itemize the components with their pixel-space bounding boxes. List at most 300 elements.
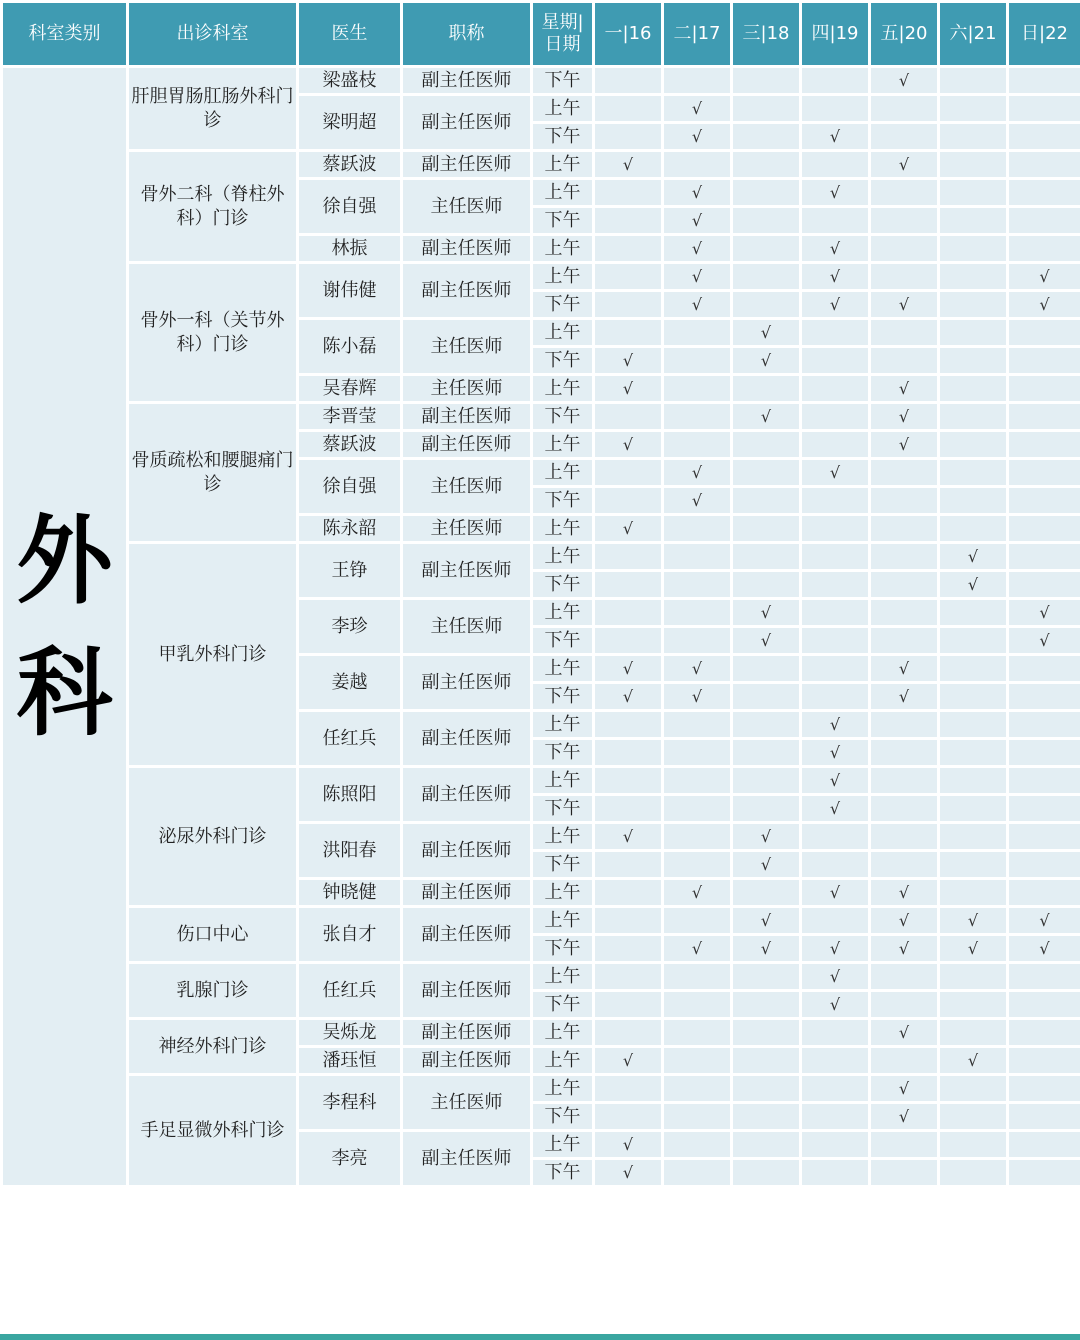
empty-day-cell	[732, 711, 801, 739]
check-mark-cell: √	[870, 1019, 939, 1047]
doctor-name-cell: 李珍	[298, 599, 402, 655]
empty-day-cell	[870, 795, 939, 823]
empty-day-cell	[663, 571, 732, 599]
session-period-cell: 上午	[532, 515, 594, 543]
empty-day-cell	[870, 1159, 939, 1187]
empty-day-cell	[801, 1075, 870, 1103]
session-period-cell: 下午	[532, 291, 594, 319]
empty-day-cell	[870, 823, 939, 851]
empty-day-cell	[594, 291, 663, 319]
empty-day-cell	[594, 851, 663, 879]
empty-day-cell	[663, 1131, 732, 1159]
empty-day-cell	[1008, 1047, 1080, 1075]
doctor-title-cell: 副主任医师	[402, 235, 532, 263]
doctor-title-cell: 主任医师	[402, 459, 532, 515]
check-mark-cell: √	[870, 1103, 939, 1131]
session-period-cell: 上午	[532, 823, 594, 851]
session-period-cell: 上午	[532, 963, 594, 991]
empty-day-cell	[732, 431, 801, 459]
empty-day-cell	[939, 599, 1008, 627]
session-period-cell: 上午	[532, 543, 594, 571]
empty-day-cell	[732, 179, 801, 207]
check-mark-cell: √	[939, 907, 1008, 935]
empty-day-cell	[1008, 823, 1080, 851]
empty-day-cell	[663, 851, 732, 879]
check-mark-cell: √	[801, 179, 870, 207]
empty-day-cell	[1008, 543, 1080, 571]
session-period-cell: 上午	[532, 95, 594, 123]
empty-day-cell	[663, 431, 732, 459]
empty-day-cell	[801, 655, 870, 683]
empty-day-cell	[870, 739, 939, 767]
department-cell: 手足显微外科门诊	[128, 1075, 298, 1187]
empty-day-cell	[801, 683, 870, 711]
empty-day-cell	[663, 1159, 732, 1187]
session-period-cell: 下午	[532, 851, 594, 879]
empty-day-cell	[870, 347, 939, 375]
empty-day-cell	[1008, 963, 1080, 991]
session-period-cell: 上午	[532, 1019, 594, 1047]
doctor-title-cell: 主任医师	[402, 375, 532, 403]
empty-day-cell	[594, 403, 663, 431]
empty-day-cell	[594, 543, 663, 571]
empty-day-cell	[939, 879, 1008, 907]
empty-day-cell	[1008, 795, 1080, 823]
check-mark-cell: √	[801, 263, 870, 291]
empty-day-cell	[594, 487, 663, 515]
check-mark-cell: √	[732, 627, 801, 655]
empty-day-cell	[870, 991, 939, 1019]
department-cell: 肝胆胃肠肛肠外科门诊	[128, 67, 298, 151]
check-mark-cell: √	[594, 375, 663, 403]
doctor-name-cell: 陈照阳	[298, 767, 402, 823]
empty-day-cell	[939, 739, 1008, 767]
header-day-fri: 五|20	[870, 2, 939, 67]
empty-day-cell	[663, 1075, 732, 1103]
session-period-cell: 下午	[532, 1103, 594, 1131]
session-period-cell: 上午	[532, 711, 594, 739]
check-mark-cell: √	[663, 95, 732, 123]
empty-day-cell	[732, 683, 801, 711]
empty-day-cell	[663, 739, 732, 767]
doctor-name-cell: 谢伟健	[298, 263, 402, 319]
check-mark-cell: √	[663, 291, 732, 319]
header-day-wed: 三|18	[732, 2, 801, 67]
empty-day-cell	[939, 711, 1008, 739]
empty-day-cell	[732, 67, 801, 95]
doctor-name-cell: 吴春辉	[298, 375, 402, 403]
empty-day-cell	[594, 879, 663, 907]
session-period-cell: 上午	[532, 907, 594, 935]
check-mark-cell: √	[801, 739, 870, 767]
empty-day-cell	[594, 795, 663, 823]
empty-day-cell	[939, 123, 1008, 151]
empty-day-cell	[732, 207, 801, 235]
empty-day-cell	[1008, 1131, 1080, 1159]
session-period-cell: 下午	[532, 627, 594, 655]
empty-day-cell	[663, 1047, 732, 1075]
table-row	[2, 403, 1080, 431]
doctor-name-cell: 任红兵	[298, 711, 402, 767]
check-mark-cell: √	[801, 123, 870, 151]
empty-day-cell	[870, 207, 939, 235]
empty-day-cell	[732, 655, 801, 683]
empty-day-cell	[1008, 655, 1080, 683]
empty-day-cell	[663, 767, 732, 795]
empty-day-cell	[939, 403, 1008, 431]
empty-day-cell	[1008, 1019, 1080, 1047]
empty-day-cell	[939, 487, 1008, 515]
empty-day-cell	[663, 1019, 732, 1047]
empty-day-cell	[663, 963, 732, 991]
empty-day-cell	[939, 1103, 1008, 1131]
check-mark-cell: √	[801, 711, 870, 739]
session-period-cell: 上午	[532, 1131, 594, 1159]
empty-day-cell	[663, 375, 732, 403]
empty-day-cell	[663, 823, 732, 851]
empty-day-cell	[594, 1103, 663, 1131]
check-mark-cell: √	[870, 655, 939, 683]
empty-day-cell	[594, 767, 663, 795]
empty-day-cell	[870, 179, 939, 207]
doctor-title-cell: 副主任医师	[402, 963, 532, 1019]
empty-day-cell	[939, 655, 1008, 683]
empty-day-cell	[870, 1047, 939, 1075]
table-row	[2, 67, 1080, 95]
check-mark-cell: √	[663, 123, 732, 151]
check-mark-cell: √	[870, 151, 939, 179]
empty-day-cell	[732, 1131, 801, 1159]
department-cell: 泌尿外科门诊	[128, 767, 298, 907]
check-mark-cell: √	[1008, 263, 1080, 291]
check-mark-cell: √	[663, 655, 732, 683]
empty-day-cell	[1008, 319, 1080, 347]
empty-day-cell	[801, 571, 870, 599]
empty-day-cell	[801, 1019, 870, 1047]
doctor-name-cell: 吴烁龙	[298, 1019, 402, 1047]
empty-day-cell	[801, 515, 870, 543]
doctor-name-cell: 李程科	[298, 1075, 402, 1131]
doctor-title-cell: 主任医师	[402, 179, 532, 235]
check-mark-cell: √	[939, 543, 1008, 571]
empty-day-cell	[732, 291, 801, 319]
empty-day-cell	[870, 459, 939, 487]
session-period-cell: 下午	[532, 487, 594, 515]
empty-day-cell	[732, 1075, 801, 1103]
check-mark-cell: √	[939, 1047, 1008, 1075]
empty-day-cell	[663, 319, 732, 347]
check-mark-cell: √	[732, 823, 801, 851]
header-day-thu: 四|19	[801, 2, 870, 67]
check-mark-cell: √	[732, 907, 801, 935]
empty-day-cell	[594, 67, 663, 95]
empty-day-cell	[870, 487, 939, 515]
check-mark-cell: √	[870, 431, 939, 459]
department-cell: 乳腺门诊	[128, 963, 298, 1019]
check-mark-cell: √	[870, 291, 939, 319]
empty-day-cell	[801, 403, 870, 431]
check-mark-cell: √	[594, 823, 663, 851]
empty-day-cell	[939, 431, 1008, 459]
check-mark-cell: √	[801, 235, 870, 263]
table-row	[2, 1075, 1080, 1103]
check-mark-cell: √	[594, 1131, 663, 1159]
empty-day-cell	[1008, 571, 1080, 599]
empty-day-cell	[732, 515, 801, 543]
empty-day-cell	[663, 151, 732, 179]
empty-day-cell	[939, 347, 1008, 375]
empty-day-cell	[801, 67, 870, 95]
check-mark-cell: √	[939, 571, 1008, 599]
empty-day-cell	[594, 963, 663, 991]
bottom-accent-bar	[0, 1334, 1080, 1340]
empty-day-cell	[870, 571, 939, 599]
empty-day-cell	[732, 263, 801, 291]
doctor-name-cell: 陈小磊	[298, 319, 402, 375]
doctor-title-cell: 主任医师	[402, 319, 532, 375]
empty-day-cell	[732, 795, 801, 823]
session-period-cell: 下午	[532, 739, 594, 767]
header-date-label: 日期	[544, 34, 581, 55]
empty-day-cell	[594, 235, 663, 263]
check-mark-cell: √	[1008, 627, 1080, 655]
doctor-name-cell: 潘珏恒	[298, 1047, 402, 1075]
empty-day-cell	[663, 543, 732, 571]
check-mark-cell: √	[594, 655, 663, 683]
empty-day-cell	[663, 627, 732, 655]
check-mark-cell: √	[663, 683, 732, 711]
empty-day-cell	[1008, 1075, 1080, 1103]
empty-day-cell	[732, 235, 801, 263]
check-mark-cell: √	[870, 907, 939, 935]
empty-day-cell	[939, 991, 1008, 1019]
empty-day-cell	[663, 403, 732, 431]
doctor-title-cell: 副主任医师	[402, 431, 532, 459]
session-period-cell: 上午	[532, 319, 594, 347]
empty-day-cell	[939, 319, 1008, 347]
session-period-cell: 下午	[532, 795, 594, 823]
empty-day-cell	[594, 459, 663, 487]
empty-day-cell	[663, 347, 732, 375]
empty-day-cell	[594, 207, 663, 235]
session-period-cell: 下午	[532, 67, 594, 95]
empty-day-cell	[939, 179, 1008, 207]
empty-day-cell	[732, 571, 801, 599]
empty-day-cell	[870, 543, 939, 571]
empty-day-cell	[801, 1103, 870, 1131]
header-day-tue: 二|17	[663, 2, 732, 67]
empty-day-cell	[939, 1019, 1008, 1047]
doctor-title-cell: 副主任医师	[402, 907, 532, 963]
header-day-mon: 一|16	[594, 2, 663, 67]
check-mark-cell: √	[870, 879, 939, 907]
category-cell	[2, 67, 128, 1187]
empty-day-cell	[939, 151, 1008, 179]
empty-day-cell	[870, 515, 939, 543]
empty-day-cell	[594, 95, 663, 123]
empty-day-cell	[801, 487, 870, 515]
session-period-cell: 下午	[532, 347, 594, 375]
check-mark-cell: √	[870, 1075, 939, 1103]
empty-day-cell	[1008, 179, 1080, 207]
table-row	[2, 543, 1080, 571]
empty-day-cell	[870, 123, 939, 151]
empty-day-cell	[801, 347, 870, 375]
empty-day-cell	[594, 571, 663, 599]
check-mark-cell: √	[663, 879, 732, 907]
empty-day-cell	[663, 67, 732, 95]
doctor-title-cell: 副主任医师	[402, 95, 532, 151]
header-title: 职称	[402, 2, 532, 67]
empty-day-cell	[870, 711, 939, 739]
check-mark-cell: √	[801, 795, 870, 823]
empty-day-cell	[801, 375, 870, 403]
doctor-title-cell: 副主任医师	[402, 879, 532, 907]
empty-day-cell	[594, 319, 663, 347]
doctor-title-cell: 副主任医师	[402, 151, 532, 179]
empty-day-cell	[939, 627, 1008, 655]
empty-day-cell	[663, 907, 732, 935]
empty-day-cell	[663, 795, 732, 823]
doctor-title-cell: 副主任医师	[402, 543, 532, 599]
doctor-title-cell: 副主任医师	[402, 767, 532, 823]
check-mark-cell: √	[594, 1047, 663, 1075]
empty-day-cell	[801, 823, 870, 851]
check-mark-cell: √	[870, 403, 939, 431]
doctor-name-cell: 蔡跃波	[298, 151, 402, 179]
empty-day-cell	[663, 599, 732, 627]
empty-day-cell	[801, 851, 870, 879]
empty-day-cell	[1008, 347, 1080, 375]
empty-day-cell	[801, 1047, 870, 1075]
empty-day-cell	[1008, 207, 1080, 235]
check-mark-cell: √	[801, 767, 870, 795]
check-mark-cell: √	[801, 879, 870, 907]
check-mark-cell: √	[732, 935, 801, 963]
empty-day-cell	[1008, 1159, 1080, 1187]
check-mark-cell: √	[1008, 907, 1080, 935]
empty-day-cell	[939, 767, 1008, 795]
category-label: 外科	[16, 503, 113, 749]
doctor-name-cell: 徐自强	[298, 459, 402, 515]
empty-day-cell	[594, 907, 663, 935]
department-cell: 骨质疏松和腰腿痛门诊	[128, 403, 298, 543]
check-mark-cell: √	[801, 963, 870, 991]
empty-day-cell	[939, 851, 1008, 879]
empty-day-cell	[594, 935, 663, 963]
session-period-cell: 下午	[532, 403, 594, 431]
check-mark-cell: √	[594, 683, 663, 711]
header-day-sat: 六|21	[939, 2, 1008, 67]
doctor-title-cell: 副主任医师	[402, 711, 532, 767]
empty-day-cell	[1008, 767, 1080, 795]
empty-day-cell	[732, 963, 801, 991]
empty-day-cell	[1008, 151, 1080, 179]
check-mark-cell: √	[732, 599, 801, 627]
session-period-cell: 上午	[532, 431, 594, 459]
empty-day-cell	[594, 711, 663, 739]
check-mark-cell: √	[732, 319, 801, 347]
empty-day-cell	[732, 95, 801, 123]
empty-day-cell	[801, 1159, 870, 1187]
header-doctor: 医生	[298, 2, 402, 67]
doctor-name-cell: 蔡跃波	[298, 431, 402, 459]
check-mark-cell: √	[663, 235, 732, 263]
doctor-name-cell: 徐自强	[298, 179, 402, 235]
empty-day-cell	[939, 459, 1008, 487]
empty-day-cell	[594, 627, 663, 655]
department-cell: 甲乳外科门诊	[128, 543, 298, 767]
check-mark-cell: √	[663, 459, 732, 487]
doctor-name-cell: 王铮	[298, 543, 402, 599]
check-mark-cell: √	[801, 935, 870, 963]
empty-day-cell	[1008, 487, 1080, 515]
empty-day-cell	[939, 515, 1008, 543]
doctor-name-cell: 张自才	[298, 907, 402, 963]
check-mark-cell: √	[663, 179, 732, 207]
empty-day-cell	[870, 263, 939, 291]
empty-day-cell	[870, 851, 939, 879]
empty-day-cell	[939, 263, 1008, 291]
table-row	[2, 151, 1080, 179]
empty-day-cell	[870, 599, 939, 627]
check-mark-cell: √	[594, 1159, 663, 1187]
header-category: 科室类别	[2, 2, 128, 67]
session-period-cell: 下午	[532, 935, 594, 963]
session-period-cell: 上午	[532, 263, 594, 291]
session-period-cell: 下午	[532, 207, 594, 235]
check-mark-cell: √	[801, 459, 870, 487]
empty-day-cell	[663, 1103, 732, 1131]
empty-day-cell	[801, 431, 870, 459]
doctor-name-cell: 梁明超	[298, 95, 402, 151]
empty-day-cell	[732, 1159, 801, 1187]
empty-day-cell	[1008, 879, 1080, 907]
doctor-name-cell: 梁盛枝	[298, 67, 402, 95]
empty-day-cell	[939, 95, 1008, 123]
check-mark-cell: √	[594, 347, 663, 375]
empty-day-cell	[1008, 459, 1080, 487]
empty-day-cell	[732, 879, 801, 907]
check-mark-cell: √	[870, 375, 939, 403]
department-cell: 神经外科门诊	[128, 1019, 298, 1075]
department-cell: 骨外一科（关节外科）门诊	[128, 263, 298, 403]
empty-day-cell	[870, 963, 939, 991]
empty-day-cell	[732, 991, 801, 1019]
empty-day-cell	[939, 291, 1008, 319]
table-row	[2, 767, 1080, 795]
check-mark-cell: √	[594, 515, 663, 543]
empty-day-cell	[594, 179, 663, 207]
empty-day-cell	[870, 1131, 939, 1159]
session-period-cell: 上午	[532, 1075, 594, 1103]
doctor-title-cell: 副主任医师	[402, 1131, 532, 1187]
doctor-name-cell: 林振	[298, 235, 402, 263]
table-row	[2, 1019, 1080, 1047]
doctor-name-cell: 李晋莹	[298, 403, 402, 431]
empty-day-cell	[594, 1075, 663, 1103]
empty-day-cell	[870, 767, 939, 795]
empty-day-cell	[801, 1131, 870, 1159]
schedule-body	[2, 67, 1080, 1187]
empty-day-cell	[801, 319, 870, 347]
check-mark-cell: √	[1008, 935, 1080, 963]
empty-day-cell	[1008, 1103, 1080, 1131]
empty-day-cell	[801, 627, 870, 655]
doctor-title-cell: 副主任医师	[402, 403, 532, 431]
empty-day-cell	[1008, 95, 1080, 123]
empty-day-cell	[1008, 431, 1080, 459]
